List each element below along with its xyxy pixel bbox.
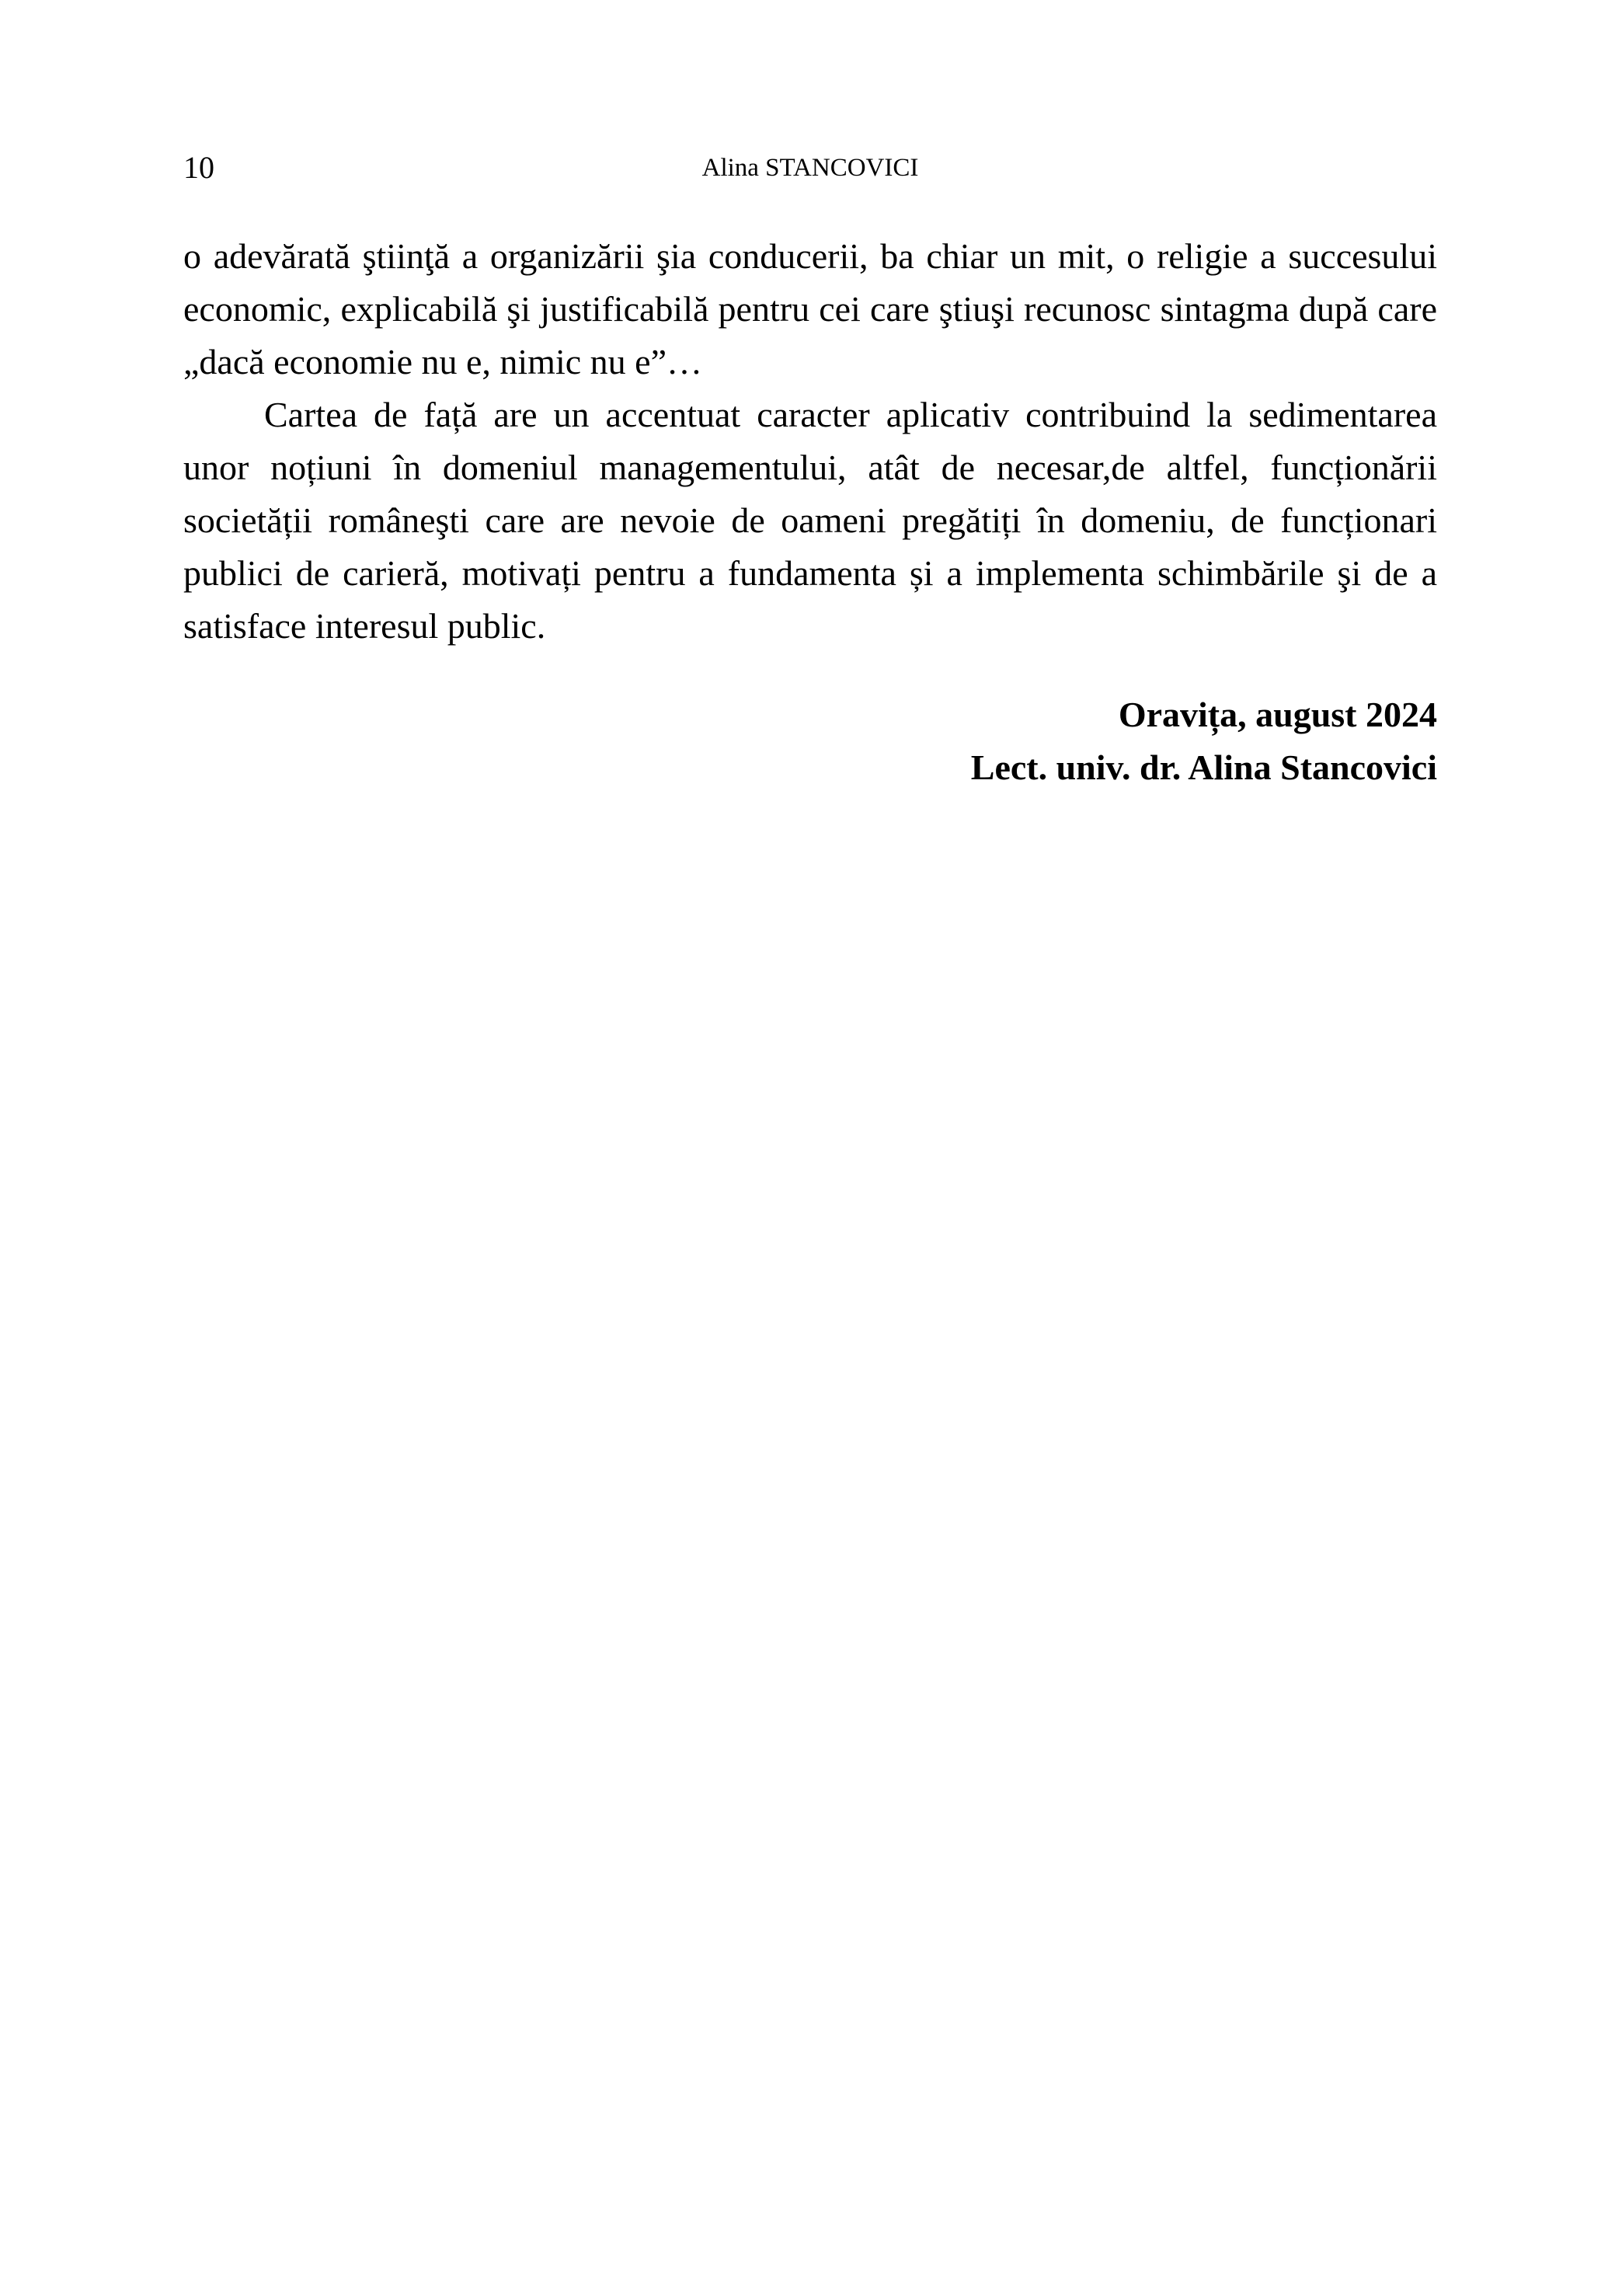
author-name: Lect. univ. dr. Alina Stancovici bbox=[970, 747, 1437, 787]
page-number: 10 bbox=[183, 150, 214, 185]
paragraph: o adevărată ştiinţă a organizării şia conducerii, ba chiar un mit, o religie a succesului economic, explicabilă şi justificabilă pentru cei care ştiuşi recunosc sintagma după care „dacă economie nu e, nimic nu e”… bbox=[183, 236, 1437, 382]
signature-block bbox=[183, 688, 1437, 794]
paragraph: Cartea de față are un accentuat caracter aplicativ contribuind la sedimentarea unor noțiuni în domeniul managementului, atât de necesar,de altfel, funcționării societății româneşti care are nevoie de oameni pregătiți în domeniu, de funcționari publici de carieră, motivați pentru a fundamenta și a implementa schimbările şi de a satisface interesul public. bbox=[183, 395, 1437, 646]
page-header bbox=[183, 145, 1437, 191]
place-date: Oravița, august 2024 bbox=[1118, 695, 1437, 734]
body-text bbox=[183, 230, 1437, 653]
running-head: Alina STANCOVICI bbox=[701, 154, 919, 182]
